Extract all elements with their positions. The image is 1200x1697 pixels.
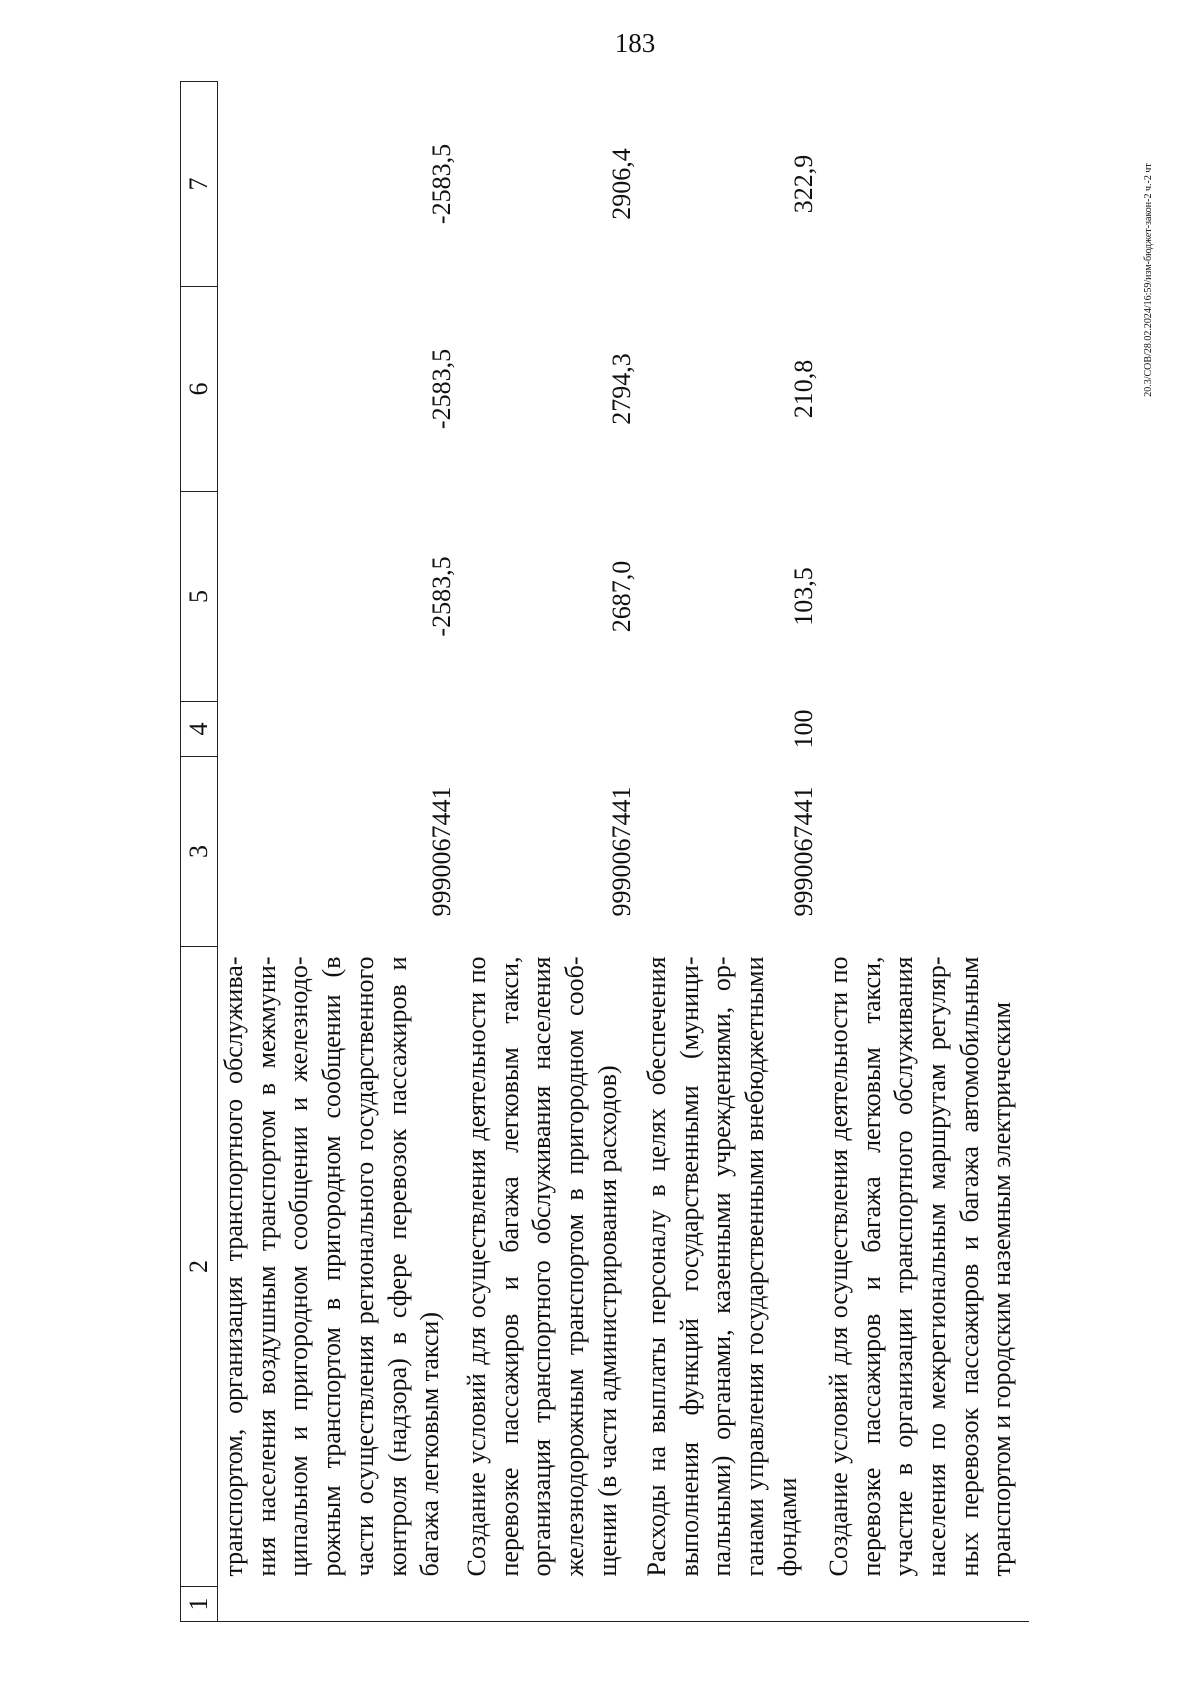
cell-value-col6: 210,8 [788,359,818,419]
cell-code: 9990067441 [426,786,456,917]
cell-col4 [218,702,457,757]
table-row [637,82,819,1622]
table-row [218,82,457,1622]
document-footer-stamp: 20.3/СОВ/28.02.2024/16:59/изм-бюджет-закон-2 ч.-2 чт [1143,163,1154,397]
cell-col1 [637,1587,819,1622]
cell-col1 [819,1587,1029,1622]
cell-description: транспортом, организация транспортного обслуживания населения воздушным транспортом в межмуниципальном и пригородном сообщении и железнодорожным транспортом в пригородном сообщении (в части осуществления регионального государственного контроля (надзора) в сфере перевозок пассажиров и багажа легковым такси) [219,956,445,1577]
cell-code: 9990067441 [606,786,636,917]
cell-value-col7: 322,9 [788,154,818,214]
page-number: 183 [614,28,656,58]
cell-value-col5: 2687,0 [606,560,636,633]
cell-col4: 100 [788,709,818,749]
cell-value-col5: 103,5 [788,567,818,626]
table-row [457,82,637,1622]
cell-value-col5 [819,492,1029,702]
column-header-2: 2 [181,947,218,1587]
cell-col1 [218,1587,457,1622]
column-header-7: 7 [181,82,218,287]
cell-value-col6: -2583,5 [426,348,456,430]
table-row [819,82,1029,1622]
cell-code: 9990067441 [788,786,818,917]
cell-value-col6 [819,287,1029,492]
cell-value-col7: -2583,5 [426,143,456,225]
cell-code [819,757,1029,947]
column-header-5: 5 [181,492,218,702]
column-header-6: 6 [181,287,218,492]
cell-value-col5: -2583,5 [426,556,456,637]
cell-description: Создание условий для осуществления деятельности по перевозке пассажиров и багажа легковым такси, участие в организации транспортного обслуживания населения по межрегиональным маршрутам регулярных перевозок пассажиров и багажа автомобильным транспортом и городским наземным электрическим [823,956,1017,1577]
cell-col4 [819,702,1029,757]
budget-table-rotated [180,82,1060,1622]
cell-value-col6: 2794,3 [606,353,636,425]
column-header-1: 1 [181,1587,218,1622]
table-header-row [181,82,218,1622]
cell-description: Создание условий для осуществления деятельности по перевозке пассажиров и багажа легковым такси, организация транспортного обслуживания населения железнодорожным транспортом в пригородном сообщении (в части администрирования расходов) [461,956,622,1577]
budget-table [180,81,1029,1622]
cell-col4 [457,702,637,757]
cell-description: Расходы на выплаты персоналу в целях обеспечения выполнения функций государственными (муниципальными) органами, казенными учреждениями, органами управления государственными внебюджетными фондами [641,956,802,1577]
cell-value-col7: 2906,4 [606,148,636,220]
column-header-3: 3 [181,757,218,947]
cell-value-col7 [819,82,1029,287]
cell-col1 [457,1587,637,1622]
column-header-4: 4 [181,702,218,757]
